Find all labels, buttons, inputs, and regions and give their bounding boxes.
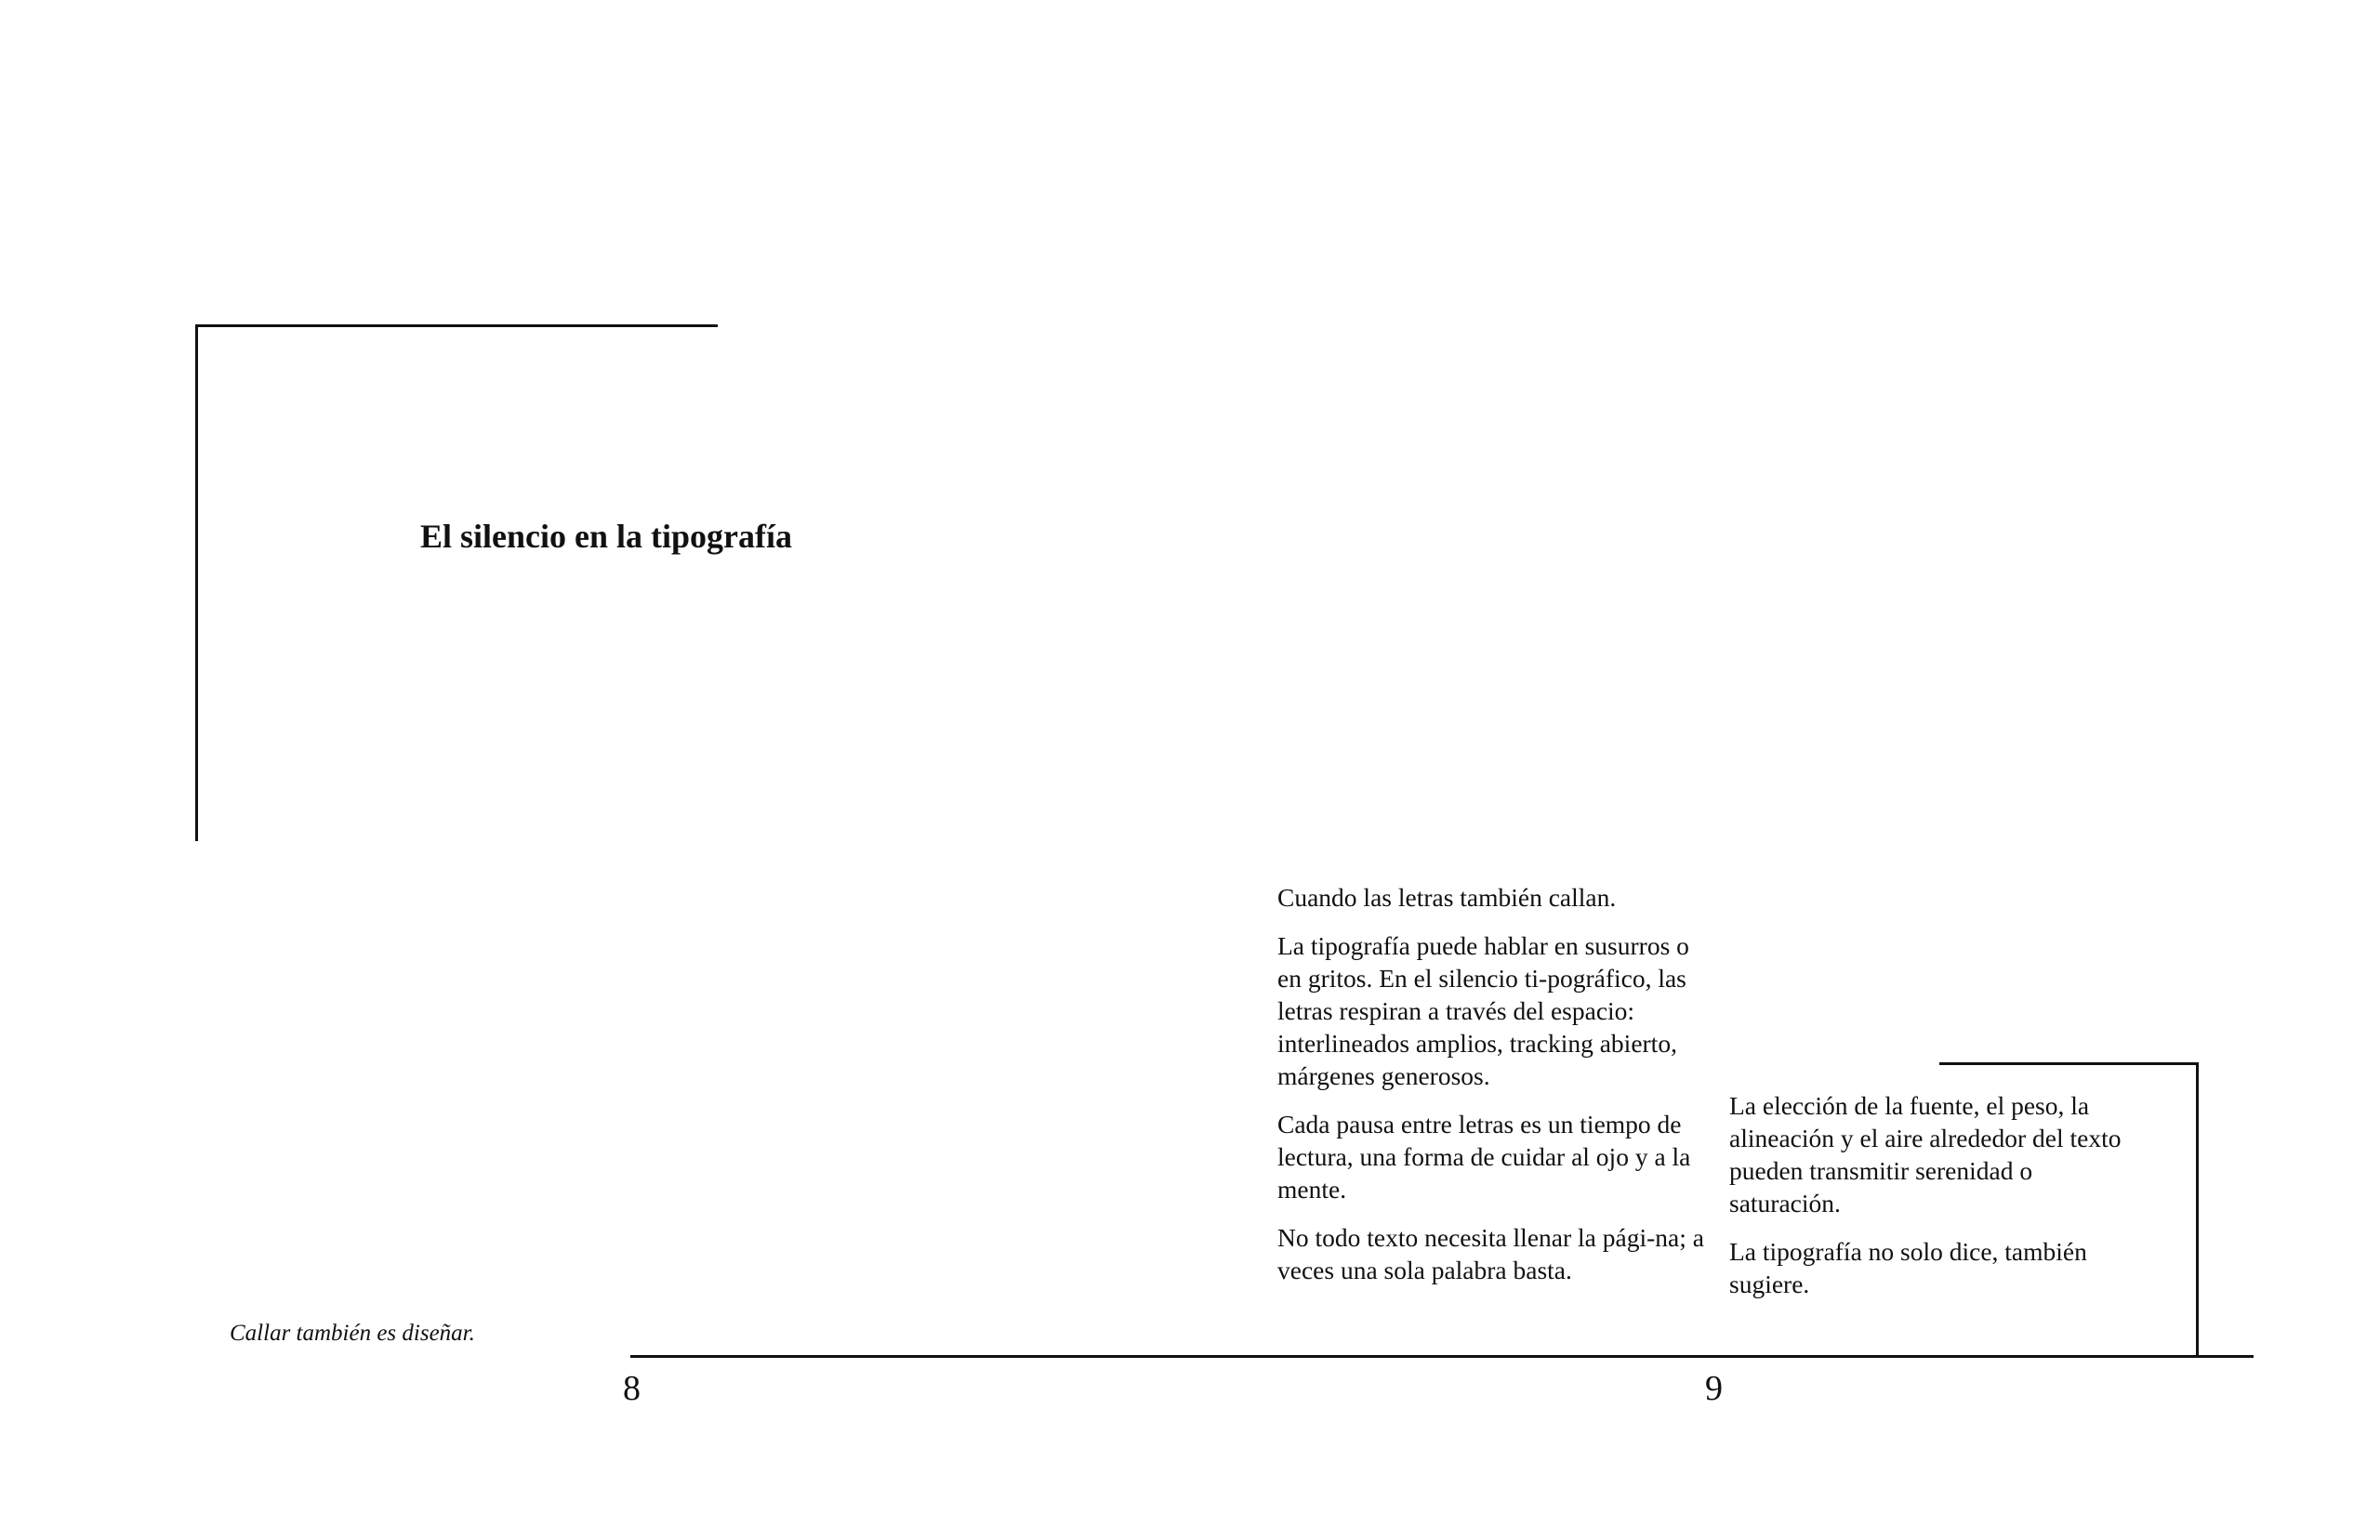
text-column-right [1729,1089,2148,1316]
paragraph: No todo texto necesita llenar la pági-na; a veces una sola palabra basta. [1277,1223,1704,1284]
page-number-right: 9 [1705,1369,1723,1408]
paragraph: La tipografía puede hablar en susurros o en gritos. En el silencio ti-pográfico, las letras respiran a través del espacio: interlineados amplios, tracking abierto, márgenes generosos. [1277,931,1689,1090]
paragraph: Cada pausa entre letras es un tiempo de lectura, una forma de cuidar al ojo y a la mente. [1277,1110,1691,1204]
column-lead: Cuando las letras también callan. [1277,883,1617,912]
right-corner-rule-vertical [2196,1062,2199,1358]
page-number-left: 8 [623,1369,641,1408]
page-title: El silencio en la tipografía [420,518,792,555]
right-corner-rule-horizontal [1939,1062,2199,1065]
top-left-corner-rule-vertical [195,324,198,841]
text-column-left [1277,881,1714,1302]
paragraph: La tipografía no solo dice, también sugiere. [1729,1237,2087,1298]
top-left-corner-rule-horizontal [195,324,718,327]
paragraph: La elección de la fuente, el peso, la alineación y el aire alrededor del texto pueden transmitir serenidad o saturación. [1729,1091,2122,1218]
italic-caption: Callar también es diseñar. [230,1321,475,1346]
baseline-rule [630,1355,2254,1358]
